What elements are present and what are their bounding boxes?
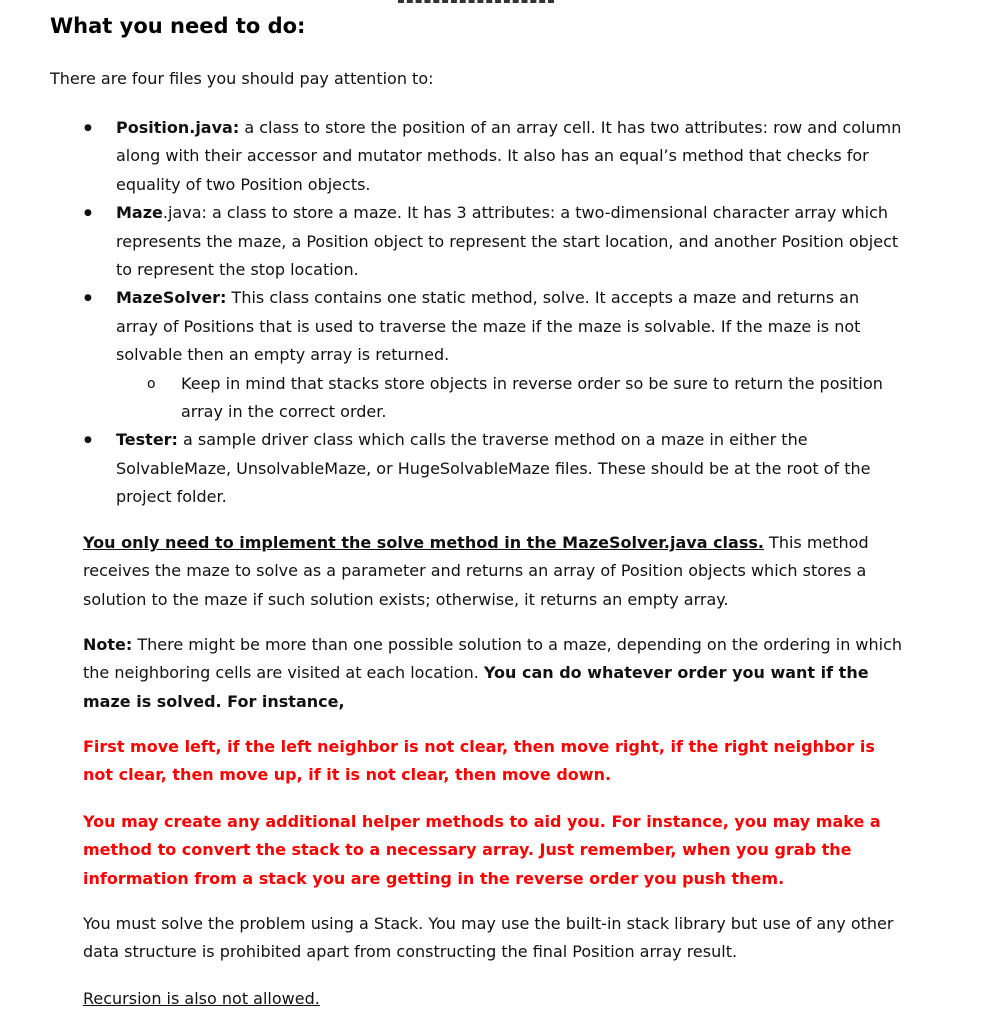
sub-list-item: o Keep in mind that stacks store objects in reverse order so be sure to return the position array in the correct order. [147,370,904,427]
list-item-tester [84,426,904,511]
file-name: Maze [116,203,163,223]
list-item-mazesolver [84,284,904,426]
file-description: a sample driver class which calls the traverse method on a maze in either the SolvableMaze, UnsolvableMaze, or HugeSolvableMaze files. These should be at the root of the project folder. [116,430,871,507]
file-name: MazeSolver: [116,288,227,308]
implement-paragraph [83,529,903,614]
note-paragraph [83,631,903,716]
move-order-instruction: First move left, if the left neighbor is not clear, then move right, if the right neighbor is not clear, then move up, if it is not clear, then move down. [83,737,875,785]
list-item-maze [84,199,904,284]
list-item-position [84,114,904,199]
recursion-rule: Recursion is also not allowed. [83,989,320,1008]
page-edge-marks [398,0,554,7]
intro-text: There are four files you should pay attention to: [50,69,434,88]
note-bold-text: You can do whatever order you want if the maze is solved. For instance, [83,663,869,711]
sub-list [116,370,904,427]
helper-methods-instruction: You may create any additional helper methods to aid you. For instance, you may make a method to convert the stack to a necessary array. Just remember, when you grab the information from a stack you are getting in the reverse order you push them. [83,812,881,888]
implement-detail: This method receives the maze to solve as a parameter and returns an array of Position objects which stores a solution to the maze if such solution exists; otherwise, it returns an empty array. [83,533,869,609]
stack-requirement: You must solve the problem using a Stack. You may use the built-in stack library but use of any other data structure is prohibited apart from constructing the final Position array result. [83,914,894,962]
file-name-extension: .java: [162,203,207,223]
file-description: a class to store the position of an array cell. It has two attributes: row and column along with their accessor and mutator methods. It also has an equal’s method that checks for equality of two Position objects. [116,118,902,194]
section-heading: What you need to do: [50,14,306,38]
note-text: There might be more than one possible solution to a maze, depending on the ordering in which the neighboring cells are visited at each location. [83,635,903,683]
note-label: Note: [83,635,133,654]
file-name: Position.java: [116,118,240,137]
file-name: Tester: [116,430,178,450]
implement-instruction: You only need to implement the solve method in the MazeSolver.java class. [83,533,764,552]
file-description: This class contains one static method, solve. It accepts a maze and returns an array of Positions that is used to traverse the maze if the maze is solvable. If the maze is not solvable then an empty array is returned. [116,288,861,365]
file-list [84,114,904,512]
file-description: a class to store a maze. It has 3 attributes: a two-dimensional character array which represents the maze, a Position object to represent the start location, and another Position object to represent the stop location. [116,203,899,280]
